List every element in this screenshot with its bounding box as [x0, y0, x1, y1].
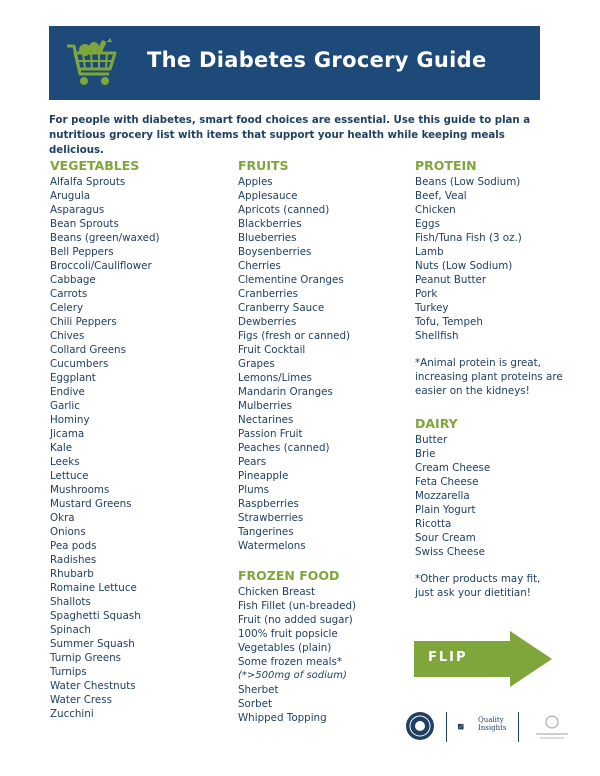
- list-item: Beans (Low Sodium): [415, 176, 521, 188]
- list-item: Chili Peppers: [50, 316, 117, 328]
- list-item: Sherbet: [238, 684, 279, 696]
- frozen-food-title: FROZEN FOOD: [238, 568, 340, 583]
- list-item: Summer Squash: [50, 638, 135, 650]
- list-item: Cream Cheese: [415, 462, 491, 474]
- list-item: Raspberries: [238, 498, 299, 510]
- logo-divider-1: [446, 712, 447, 742]
- list-item: Alfalfa Sprouts: [50, 176, 126, 188]
- vegetables-list: [50, 175, 225, 721]
- list-item: Onions: [50, 526, 86, 538]
- list-item: Peaches (canned): [238, 442, 330, 454]
- list-item: Romaine Lettuce: [50, 582, 137, 594]
- list-item: Pineapple: [238, 470, 289, 482]
- list-item: Tangerines: [238, 526, 294, 538]
- list-item: Spinach: [50, 624, 91, 636]
- list-item: Swiss Cheese: [415, 546, 485, 558]
- list-item: Boysenberries: [238, 246, 312, 258]
- list-item: Peanut Butter: [415, 274, 487, 286]
- list-item: Jicama: [50, 428, 85, 440]
- list-item: Applesauce: [238, 190, 298, 202]
- list-item: Turnips: [50, 666, 87, 678]
- list-item: Chicken Breast: [238, 586, 316, 598]
- list-item: Shellfish: [415, 330, 459, 342]
- list-item: Sorbet: [238, 698, 272, 710]
- list-item: Broccoli/Cauliflower: [50, 260, 152, 272]
- protein-list: [415, 175, 575, 343]
- list-item: Lemons/Limes: [238, 372, 312, 384]
- protein-title: PROTEIN: [415, 158, 477, 173]
- partner-emblem-logo: [530, 712, 574, 742]
- list-item: Pears: [238, 456, 267, 468]
- list-item: Bean Sprouts: [50, 218, 119, 230]
- list-item: Whipped Topping: [238, 712, 327, 724]
- fruits-title: FRUITS: [238, 158, 289, 173]
- frozen-list-a: [238, 585, 413, 669]
- frozen-list-b: [238, 683, 413, 725]
- list-item: Arugula: [50, 190, 91, 202]
- list-item: Mozzarella: [415, 490, 470, 502]
- page-title: The Diabetes Grocery Guide: [147, 48, 487, 72]
- list-item: Grapes: [238, 358, 275, 370]
- list-item: Celery: [50, 302, 84, 314]
- list-item: Leeks: [50, 456, 80, 468]
- list-item: Plums: [238, 484, 269, 496]
- list-item: Bell Peppers: [50, 246, 114, 258]
- list-item: Mushrooms: [50, 484, 110, 496]
- list-item: Cranberry Sauce: [238, 302, 325, 314]
- vegetables-title: VEGETABLES: [50, 158, 140, 173]
- list-item: Apricots (canned): [238, 204, 330, 216]
- fruits-column: [238, 158, 413, 725]
- list-item: Nuts (Low Sodium): [415, 260, 513, 272]
- list-item: Beans (green/waxed): [50, 232, 160, 244]
- list-item: Pea pods: [50, 540, 97, 552]
- list-item: Lamb: [415, 246, 444, 258]
- list-item: Fruit Cocktail: [238, 344, 306, 356]
- list-item: Blueberries: [238, 232, 297, 244]
- list-item: Turnip Greens: [50, 652, 122, 664]
- intro-text: For people with diabetes, smart food choices are essential. Use this guide to plan a nutritious grocery list with items that support your health while keeping meals delicious.: [49, 115, 531, 156]
- list-item: Fish/Tuna Fish (3 oz.): [415, 232, 522, 244]
- protein-note: *Animal protein is great, increasing plant proteins are easier on the kidneys!: [415, 357, 563, 397]
- quality-text-2: Insights: [478, 724, 507, 732]
- list-item: Mustard Greens: [50, 498, 132, 510]
- list-item: Okra: [50, 512, 75, 524]
- header-banner: [49, 26, 540, 100]
- protein-column: [415, 158, 575, 600]
- list-item: Fish Fillet (un-breaded): [238, 600, 356, 612]
- list-item: Beef, Veal: [415, 190, 467, 202]
- dairy-list: [415, 433, 575, 559]
- list-item: Some frozen meals*: [238, 656, 342, 668]
- list-item: Kale: [50, 442, 73, 454]
- list-item: Clementine Oranges: [238, 274, 344, 286]
- list-item: Lettuce: [50, 470, 89, 482]
- list-item: Chives: [50, 330, 85, 342]
- list-item: Nectarines: [238, 414, 294, 426]
- list-item: Rhubarb: [50, 568, 94, 580]
- list-item: Endive: [50, 386, 85, 398]
- list-item: Mulberries: [238, 400, 292, 412]
- list-item: Watermelons: [238, 540, 306, 552]
- fruits-list: [238, 175, 413, 553]
- dairy-note: *Other products may fit, just ask your dietitian!: [415, 573, 541, 599]
- list-item: Carrots: [50, 288, 88, 300]
- dairy-title: DAIRY: [415, 416, 458, 431]
- list-item: Radishes: [50, 554, 97, 566]
- logo-divider-2: [518, 712, 519, 742]
- vegetables-column: [50, 158, 225, 721]
- list-item: Blackberries: [238, 218, 302, 230]
- list-item: Plain Yogurt: [415, 504, 476, 516]
- list-item: Water Chestnuts: [50, 680, 136, 692]
- list-item: Pork: [415, 288, 438, 300]
- list-item: Ricotta: [415, 518, 452, 530]
- list-item: Eggs: [415, 218, 440, 230]
- list-item: Cucumbers: [50, 358, 109, 370]
- list-item: Shallots: [50, 596, 91, 608]
- frozen-sodium-note: (*>500mg of sodium): [238, 670, 347, 681]
- list-item: Turkey: [415, 302, 449, 314]
- flip-label[interactable]: FLIP: [428, 650, 468, 665]
- list-item: Dewberries: [238, 316, 297, 328]
- list-item: Apples: [238, 176, 273, 188]
- organization-seal-logo: [405, 711, 435, 741]
- list-item: Cabbage: [50, 274, 96, 286]
- list-item: Zucchini: [50, 708, 94, 720]
- list-item: Garlic: [50, 400, 80, 412]
- list-item: Strawberries: [238, 512, 304, 524]
- list-item: 100% fruit popsicle: [238, 628, 338, 640]
- list-item: Feta Cheese: [415, 476, 479, 488]
- list-item: Sour Cream: [415, 532, 476, 544]
- list-item: Spaghetti Squash: [50, 610, 141, 622]
- list-item: Vegetables (plain): [238, 642, 332, 654]
- list-item: Figs (fresh or canned): [238, 330, 351, 342]
- list-item: Chicken: [415, 204, 456, 216]
- list-item: Passion Fruit: [238, 428, 303, 440]
- list-item: Asparagus: [50, 204, 105, 216]
- quality-insights-logo: [458, 716, 476, 738]
- quality-insights-text: [478, 716, 507, 732]
- list-item: Tofu, Tempeh: [415, 316, 483, 328]
- list-item: Mandarin Oranges: [238, 386, 333, 398]
- list-item: Hominy: [50, 414, 90, 426]
- list-item: Fruit (no added sugar): [238, 614, 353, 626]
- quality-text-1: Quality: [478, 716, 504, 724]
- list-item: Brie: [415, 448, 436, 460]
- list-item: Cherries: [238, 260, 281, 272]
- list-item: Collard Greens: [50, 344, 126, 356]
- list-item: Eggplant: [50, 372, 96, 384]
- shopping-cart-icon: [63, 36, 121, 90]
- list-item: Butter: [415, 434, 448, 446]
- list-item: Water Cress: [50, 694, 112, 706]
- list-item: Cranberries: [238, 288, 298, 300]
